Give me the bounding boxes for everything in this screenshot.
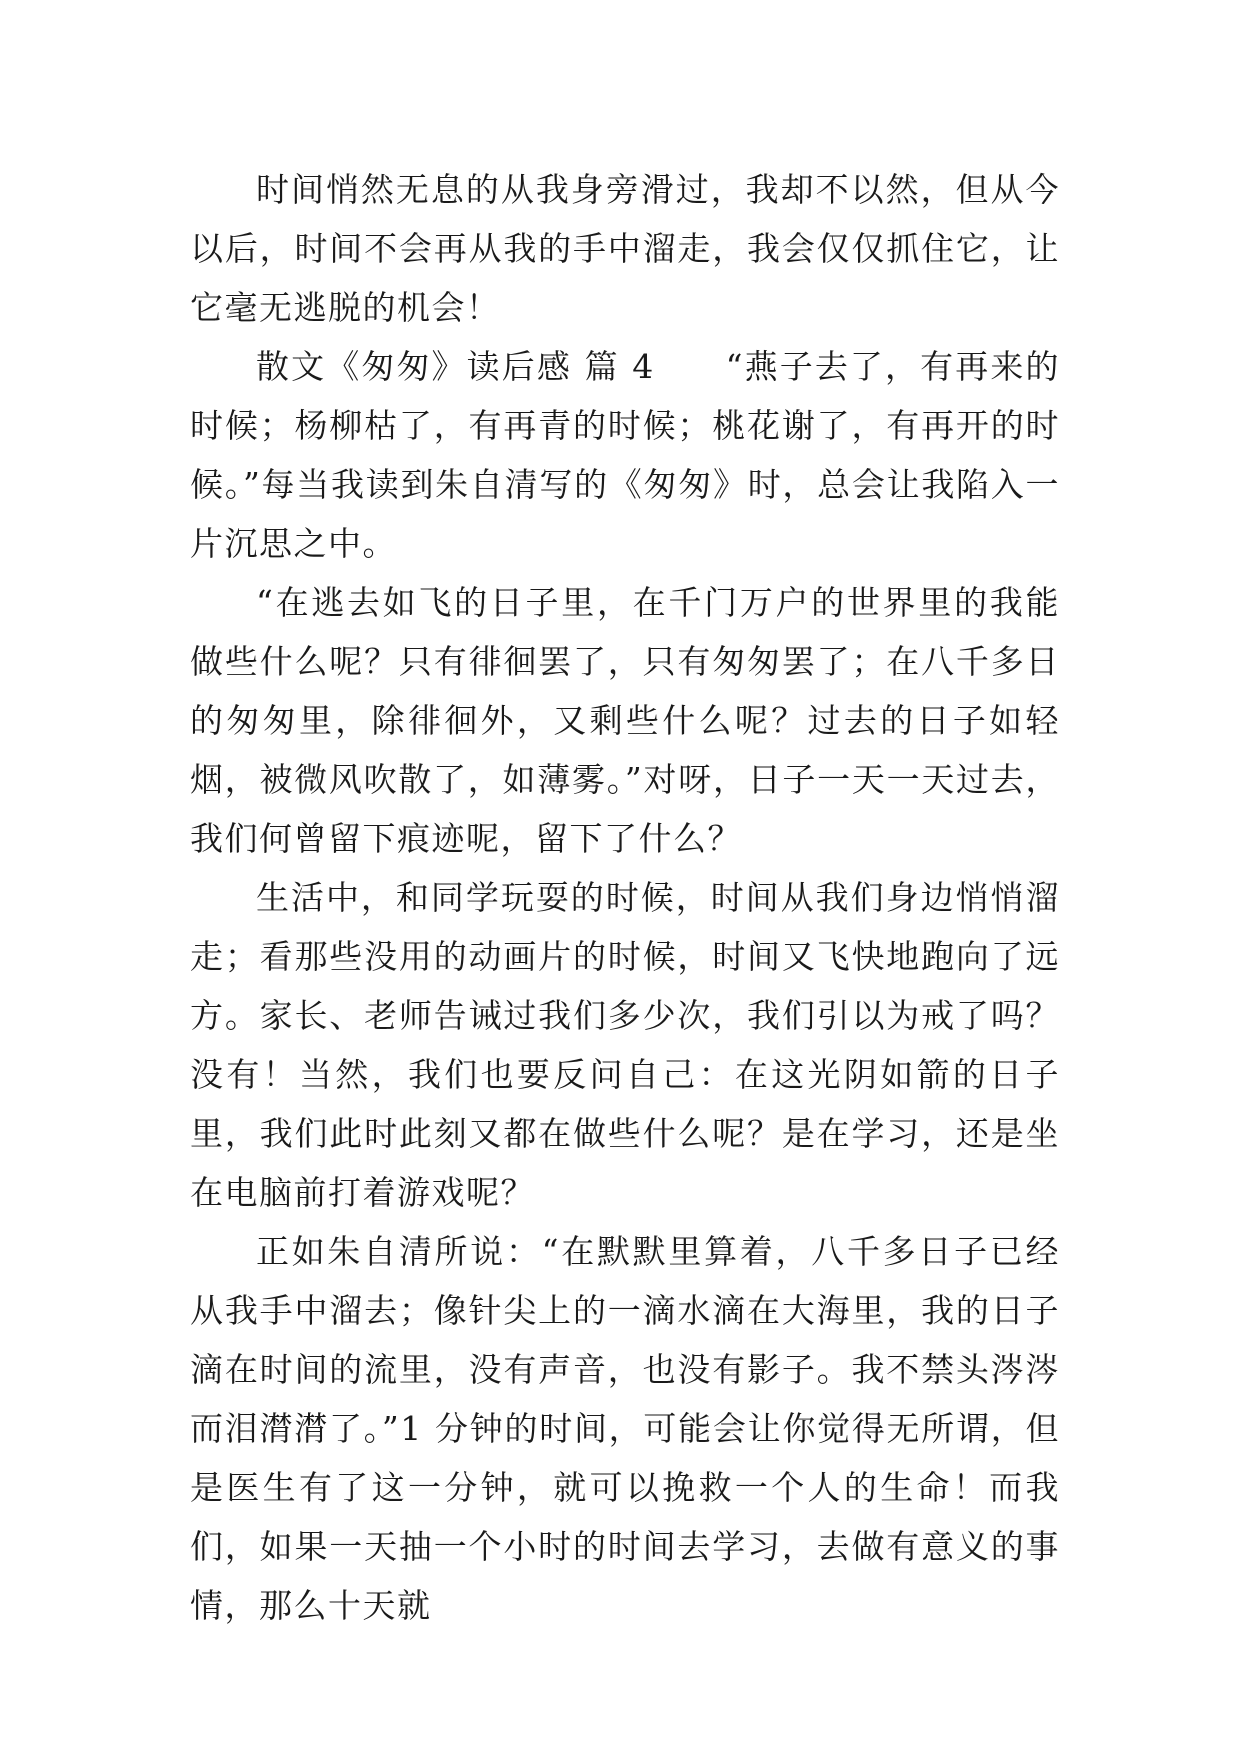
paragraph-2: 散文《匆匆》读后感 篇 4 “燕子去了，有再来的时候；杨柳枯了，有再青的时候；桃花谢了，有再开的时候。”每当我读到朱自清写的《匆匆》时，总会让我陷入一片沉思之中。	[190, 347, 1060, 563]
paragraph-3: “在逃去如飞的日子里，在千门万户的世界里的我能做些什么呢？只有徘徊罢了，只有匆匆罢了；在八千多日的匆匆里，除徘徊外，又剩些什么呢？过去的日子如轻烟，被微风吹散了，如薄雾。”对呀，日子一天一天过去，我们何曾留下痕迹呢，留下了什么？	[190, 583, 1060, 858]
document-body	[190, 160, 1060, 1635]
paragraph-5: 正如朱自清所说：“在默默里算着，八千多日子已经从我手中溜去；像针尖上的一滴水滴在大海里，我的日子滴在时间的流里，没有声音，也没有影子。我不禁头涔涔而泪潸潸了。”1 分钟的时间，可能会让你觉得无所谓，但是医生有了这一分钟，就可以挽救一个人的生命！而我们，如果一天抽一个小时的时间去学习，去做有意义的事情，那么十天就	[190, 1232, 1060, 1625]
paragraph-1: 时间悄然无息的从我身旁滑过，我却不以然，但从今以后，时间不会再从我的手中溜走，我会仅仅抓住它，让它毫无逃脱的机会！	[190, 170, 1060, 327]
paragraph-4: 生活中，和同学玩耍的时候，时间从我们身边悄悄溜走；看那些没用的动画片的时候，时间又飞快地跑向了远方。家长、老师告诫过我们多少次，我们引以为戒了吗？没有！当然，我们也要反问自己：在这光阴如箭的日子里，我们此时此刻又都在做些什么呢？是在学习，还是坐在电脑前打着游戏呢？	[190, 878, 1060, 1212]
